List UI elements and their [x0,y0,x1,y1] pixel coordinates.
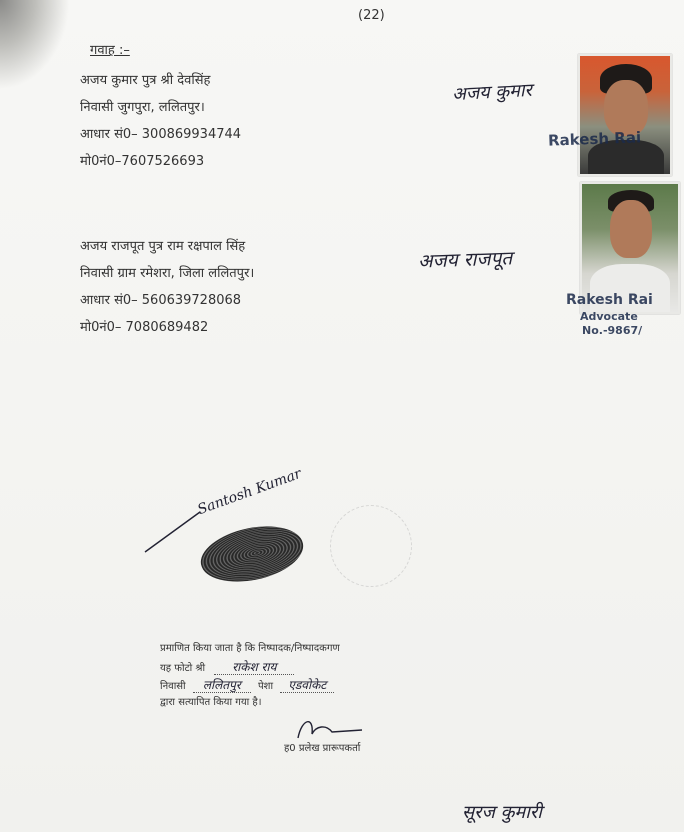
stamp-name-1: Rakesh Rai [547,128,642,150]
bottom-signature: सूरज कुमारी [462,802,542,823]
stamp-title: Advocate [580,310,638,323]
attestation-line2 [160,658,294,675]
witness2-address: निवासी ग्राम रमेशरा, जिला ललितपुर। [80,266,255,281]
attestation-line3-mid: पेशा [257,681,274,692]
witness-label: गवाह :– [90,43,130,58]
stamp-reg-no: No.-9867/ [582,324,643,337]
attestation-line4: द्वारा सत्यापित किया गया है। [160,697,262,708]
attestation-line2-prefix: यह फोटो श्री [160,663,206,674]
attestation-line3 [160,676,334,693]
witness2-name: अजय राजपूत पुत्र राम रक्षपाल सिंह [80,239,246,254]
witness2-signature: अजय राजपूत [417,247,513,273]
attestation-line2-fill: राकेश राय [214,660,294,675]
witness1-mobile: मो0नं0–7607526693 [80,154,205,169]
drafter-label: ह0 प्रलेख प्रारूपकर्ता [284,743,361,754]
attestation-line3-fill2: एडवोकेट [280,678,334,693]
witness1-photo [578,54,672,176]
witness2-aadhaar: आधार सं0– 560639728068 [80,293,242,308]
attestation-line3-prefix: निवासी [160,681,186,692]
executant-signature: Santosh Kumar [195,465,304,519]
witness1-address: निवासी जुगपुरा, ललितपुर। [80,100,205,115]
witness1-aadhaar: आधार सं0– 300869934744 [80,127,242,142]
witness1-name: अजय कुमार पुत्र श्री देवसिंह [80,73,211,88]
attestation-line1: प्रमाणित किया जाता है कि निष्पादक/निष्पादकगण [160,643,340,654]
page-number: (22) [358,8,385,23]
faint-stamp-mark [330,505,412,587]
witness1-signature: अजय कुमार [451,79,533,106]
attestation-line3-fill: ललितपुर [193,678,251,693]
witness2-mobile: मो0नं0– 7080689482 [80,320,209,335]
page-fold-shadow [0,0,70,90]
stamp-name-2: Rakesh Rai [566,292,653,308]
